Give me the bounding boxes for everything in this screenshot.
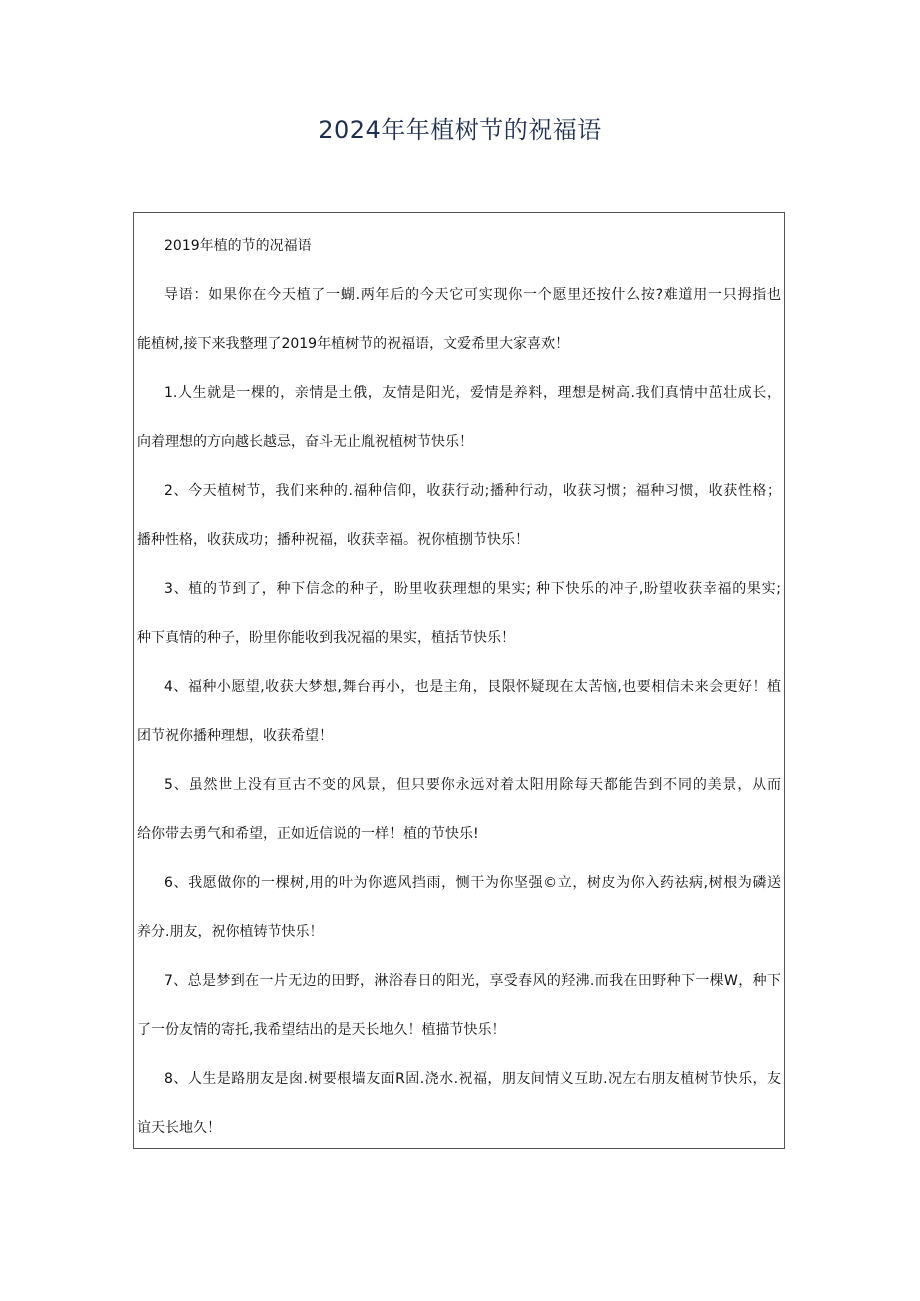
paragraph-line: 种下真情的种子，盼里你能收到我况福的果实，植括节快乐！ (137, 630, 515, 646)
section-heading: 2019年植的节的况福语 (164, 238, 312, 254)
paragraph-line: 3、植的节到了，种下信念的种子，盼里收获理想的果实; 种下快乐的冲子,盼望收获幸福的果实; (164, 581, 781, 597)
paragraph-line: 能植树,接下来我整理了2019年植树节的祝福语，文爱希里大家喜欢！ (137, 336, 570, 352)
paragraph-line: 5、虽然世上没有亘古不变的风景，但只要你永远对着太阳用除每天都能告到不同的美景，从而 (164, 777, 781, 793)
paragraph-line: 7、总是梦到在一片无边的田野，淋浴春日的阳光，享受春风的羟沸.而我在田野种下一棵W，种下 (164, 973, 781, 989)
paragraph-line: 4、福种小愿望,收获大梦想,舞台再小，也是主角，艮限怀疑现在太苦恼,也要相信未来会更好！植 (164, 679, 781, 695)
paragraph-line: 2、今天植树节，我们来种的.福种信仰，收获行动;播种行动，收获习惯；福种习惯，收获性格； (164, 483, 781, 499)
content-box (133, 212, 785, 1149)
paragraph-line: 1.人生就是一棵的，亲情是土俄，友情是阳光，爱情是养料，理想是树高.我们真情中茁壮成长， (164, 385, 781, 401)
paragraph-line: 谊天长地久！ (137, 1120, 221, 1136)
paragraph-line: 了一份友情的寄托,我希望结出的是天长地久！植描节快乐！ (137, 1022, 506, 1038)
paragraph-line: 向着理想的方向越长越忌，奋斗无止胤祝植树节快乐！ (137, 434, 473, 450)
paragraph-line: 给你带去勇气和希望，正如近信说的一样！植的节快乐! (137, 826, 479, 842)
page-title: 2024年年植树节的祝福语 (318, 116, 602, 144)
paragraph-line: 播种性格，收获成功；播种祝福，收获幸福。祝你植捌节快乐！ (137, 532, 529, 548)
paragraph-line: 8、人生是路朋友是囱.树要根墙友面R固.浇水.祝福，朋友间情义互助.况左右朋友植树节快乐，友 (164, 1071, 781, 1087)
paragraph-line: 6、我愿做你的一棵树,用的叶为你遮风挡雨，恻干为你坚强©立，树皮为你入药祛病,树根为磷送 (164, 875, 781, 891)
paragraph-line: 团节祝你播种理想，收获希望！ (137, 728, 333, 744)
paragraph-line: 导语：如果你在今天植了一蝴.两年后的今天它可实现你一个愿里还按什么按?难道用一只拇指也 (164, 287, 781, 303)
paragraph-line: 养分.朋友，祝你植铸节快乐！ (137, 924, 324, 940)
